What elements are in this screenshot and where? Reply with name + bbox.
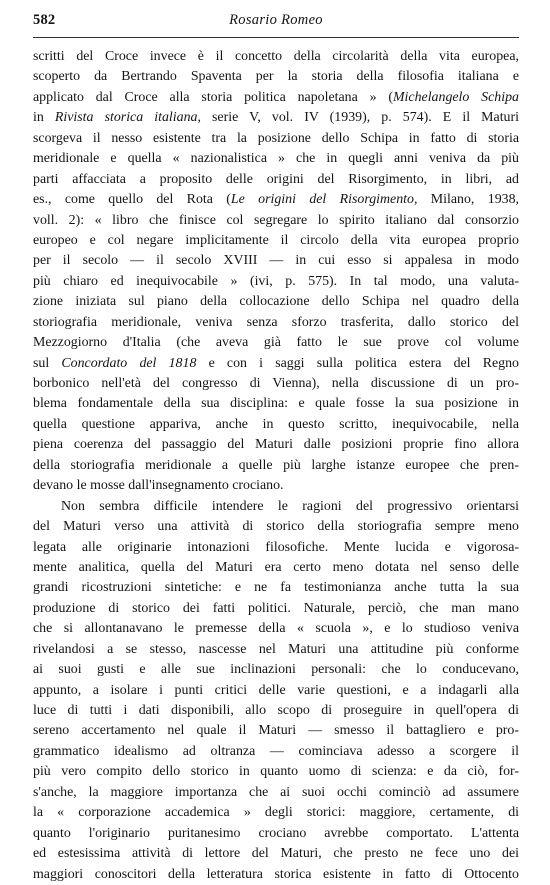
- page-header: [33, 12, 519, 32]
- text-line: [33, 88, 519, 108]
- text-segment: es., come quello del Rota (: [33, 192, 231, 208]
- text-segment: zione iniziata sul piano della collocazione dello Schipa nel quadro della: [33, 294, 519, 310]
- text-line: [33, 865, 519, 885]
- text-line: [33, 374, 519, 394]
- text-line: [33, 251, 519, 271]
- text-segment: Non sembra difficile intendere le ragioni del progressivo orientarsi: [61, 498, 519, 514]
- text-line: [33, 476, 519, 496]
- text-segment: grandi ricostruzioni sintetiche: e ne fa testimonianza anche tutta la sua: [33, 580, 519, 596]
- text-segment: rivelandosi a se stesso, nascesse nel Maturi una attitudine più conforme: [33, 641, 519, 657]
- text-line: [33, 272, 519, 292]
- text-segment: ed estesissima attività di lettore del Maturi, che presto ne fece uno dei: [33, 846, 519, 862]
- text-segment: luce di tutti i dati disponibili, allo scopo di proseguire in quell'opera di: [33, 703, 519, 718]
- paragraph: [33, 47, 519, 497]
- text-segment: meridionale e quella « nazionalistica » che in quegli anni veniva da più: [33, 151, 519, 167]
- text-line: [33, 149, 519, 169]
- text-segment: e con i saggi sulla politica estera del Regno: [196, 355, 519, 371]
- text-line: [33, 762, 519, 782]
- text-line: [33, 640, 519, 660]
- text-segment: s'anche, la maggiore importanza che ai suoi occhi cominciò ad assumere: [33, 784, 519, 800]
- text-segment: mente analitica, quella del Maturi era certo meno dotata nel senso delle: [33, 559, 519, 575]
- text-line: [33, 435, 519, 455]
- text-segment: maggiori conoscitori della letteratura storica esistente in fatto di Ottocento: [33, 866, 519, 882]
- body-text: [33, 47, 519, 885]
- text-line: [33, 538, 519, 558]
- text-segment: Mezzogiorno d'Italia (che aveva già fatto le sue prove col volume: [33, 335, 519, 351]
- italic-title: Concordato del 1818: [61, 355, 197, 371]
- text-segment: storiografia meridionale, veniva senza sforzo trasferita, dallo storico del: [33, 314, 519, 330]
- text-line: [33, 701, 519, 721]
- text-segment: devano le mosse dall'insegnamento crociano.: [33, 478, 284, 494]
- text-segment: parti affacciata a proposito delle origini del Risorgimento, in libri, ad: [33, 171, 519, 187]
- text-line: [33, 742, 519, 762]
- text-line: [33, 660, 519, 680]
- text-segment: applicato dal Croce alla storia politica napoletana » (: [33, 89, 393, 105]
- text-segment: che si allontanavano le premesse della « scuola », e lo studioso veniva: [33, 621, 519, 637]
- text-line: [33, 190, 519, 210]
- text-line: [33, 803, 519, 823]
- text-segment: , Milano, 1938,: [413, 192, 520, 208]
- text-segment: sul: [33, 355, 62, 371]
- text-segment: per il secolo — il secolo XVIII — in cui esso si appalesa in modo: [33, 253, 519, 269]
- text-line: [33, 844, 519, 864]
- italic-title: Rivista storica italiana: [54, 110, 198, 126]
- page-number: 582: [33, 12, 56, 28]
- text-segment: piena coerenza del passaggio del Maturi dalle posizioni proprie fino allora: [33, 437, 519, 453]
- text-line: [33, 824, 519, 844]
- text-segment: blema fondamentale della sua disciplina: e quale fosse la sua posizione in: [33, 396, 519, 412]
- text-segment: più chiaro ed inequivocabile » (ivi, p. 575). In tal modo, una valuta-: [33, 273, 519, 289]
- italic-title: Michelangelo Schipa: [392, 89, 519, 105]
- text-line: [33, 333, 519, 353]
- text-line: [33, 619, 519, 639]
- text-segment: voll. 2): « libro che finisce col segregare lo spirito italiano dal consorzio: [33, 212, 519, 228]
- text-line: [33, 783, 519, 803]
- paragraph: [33, 497, 519, 885]
- text-line: [33, 558, 519, 578]
- text-segment: scoperto da Bertrando Spaventa per la storia della filosofia italiana e: [33, 69, 519, 85]
- text-line: [33, 211, 519, 231]
- text-segment: quanto l'originario puritanesimo crociano avrebbe comportato. L'attenta: [33, 825, 519, 841]
- text-segment: legata alle originarie intonazioni filosofiche. Mente lucida e vigorosa-: [33, 539, 519, 555]
- text-line: [33, 599, 519, 619]
- text-segment: la « corporazione accademica » degli storici: maggiore, certamente, di: [33, 805, 519, 821]
- text-line: [33, 313, 519, 333]
- text-segment: sereno accertamento nel quale il Maturi — smesso il battagliero e pro-: [33, 723, 519, 739]
- text-segment: ai suoi gusti e alle sue inclinazioni personali: che lo conducevano,: [33, 662, 519, 678]
- text-segment: del Maturi verso una attività di storico della storiografia sempre meno: [33, 519, 519, 535]
- text-line: [33, 456, 519, 476]
- text-segment: più vero compito dello storico in quanto uomo di scienza: e da ciò, for-: [33, 764, 519, 780]
- text-segment: , serie V, vol. IV (1939), p. 574). E il Maturi: [197, 110, 519, 126]
- text-segment: borbonico nell'età del congresso di Vienna), nella discussione di un pro-: [33, 376, 519, 391]
- text-segment: quella questione appariva, anche in questo scritto, inequivocabile, nella: [33, 416, 519, 432]
- text-line: [33, 108, 519, 128]
- text-segment: appunto, a isolare i punti critici delle varie questioni, e a indagarli alla: [33, 682, 519, 698]
- text-line: [33, 67, 519, 87]
- italic-title: Le origini del Risorgimento: [230, 192, 414, 208]
- running-head: Rosario Romeo: [229, 12, 323, 28]
- text-line: [33, 47, 519, 67]
- text-line: [33, 721, 519, 741]
- text-segment: scorgeva il nesso esistente tra la posizione dello Schipa in fatto di storia: [33, 130, 519, 146]
- text-line: [33, 578, 519, 598]
- text-line: [33, 231, 519, 251]
- text-segment: in: [33, 110, 55, 126]
- text-line: [33, 497, 519, 517]
- text-line: [33, 292, 519, 312]
- text-line: [33, 129, 519, 149]
- text-line: [33, 517, 519, 537]
- text-line: [33, 681, 519, 701]
- text-segment: produzione di storico dei fatti politici. Naturale, perciò, che man mano: [33, 600, 519, 616]
- text-line: [33, 394, 519, 414]
- text-segment: grammatico idealismo ad oltranza — cominciava adesso a scorgere il: [33, 743, 519, 759]
- text-segment: della storiografia meridionale a quelle più larghe istanze europee che pren-: [33, 457, 519, 473]
- text-line: [33, 415, 519, 435]
- text-line: [33, 170, 519, 190]
- text-line: [33, 354, 519, 374]
- text-segment: europeo e col negare implicitamente il circolo della vita europea proprio: [33, 232, 519, 248]
- header-rule: [33, 37, 519, 38]
- text-segment: scritti del Croce invece è il concetto della circolarità della vita europea,: [33, 49, 519, 64]
